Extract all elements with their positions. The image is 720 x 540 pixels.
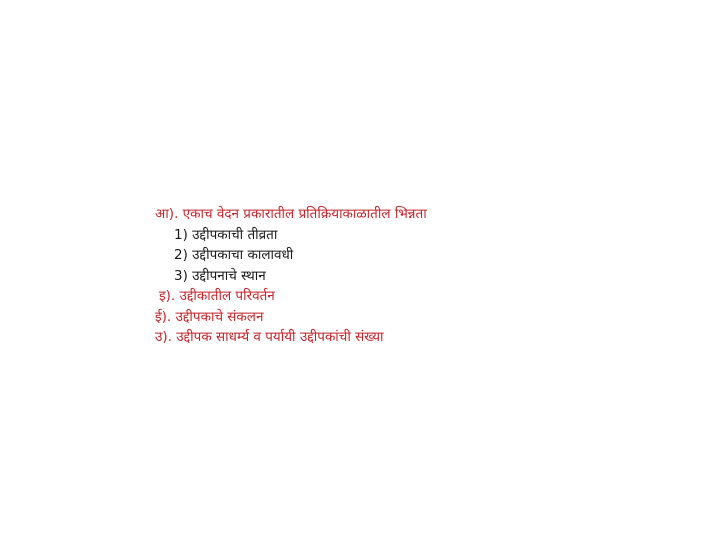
heading-u: उ). उद्दीपक साधर्म्य व पर्यायी उद्दीपकांची संख्या <box>155 329 384 345</box>
slide-content <box>155 204 675 348</box>
subitem-3: 3) उद्दीपनाचे स्थान <box>174 267 266 284</box>
subitem-2: 2) उद्दीपकाचा कालावधी <box>174 247 294 263</box>
subitem-1: 1) उद्दीपकाची तीव्रता <box>174 226 278 243</box>
heading-ii: ई). उद्दीपकाचे संकलन <box>155 308 264 325</box>
heading-aa: आ). एकाच वेदन प्रकारातील प्रतिक्रियाकाळातील भिन्नता <box>155 206 427 222</box>
heading-i: इ). उद्दीकातील परिवर्तन <box>159 288 275 304</box>
